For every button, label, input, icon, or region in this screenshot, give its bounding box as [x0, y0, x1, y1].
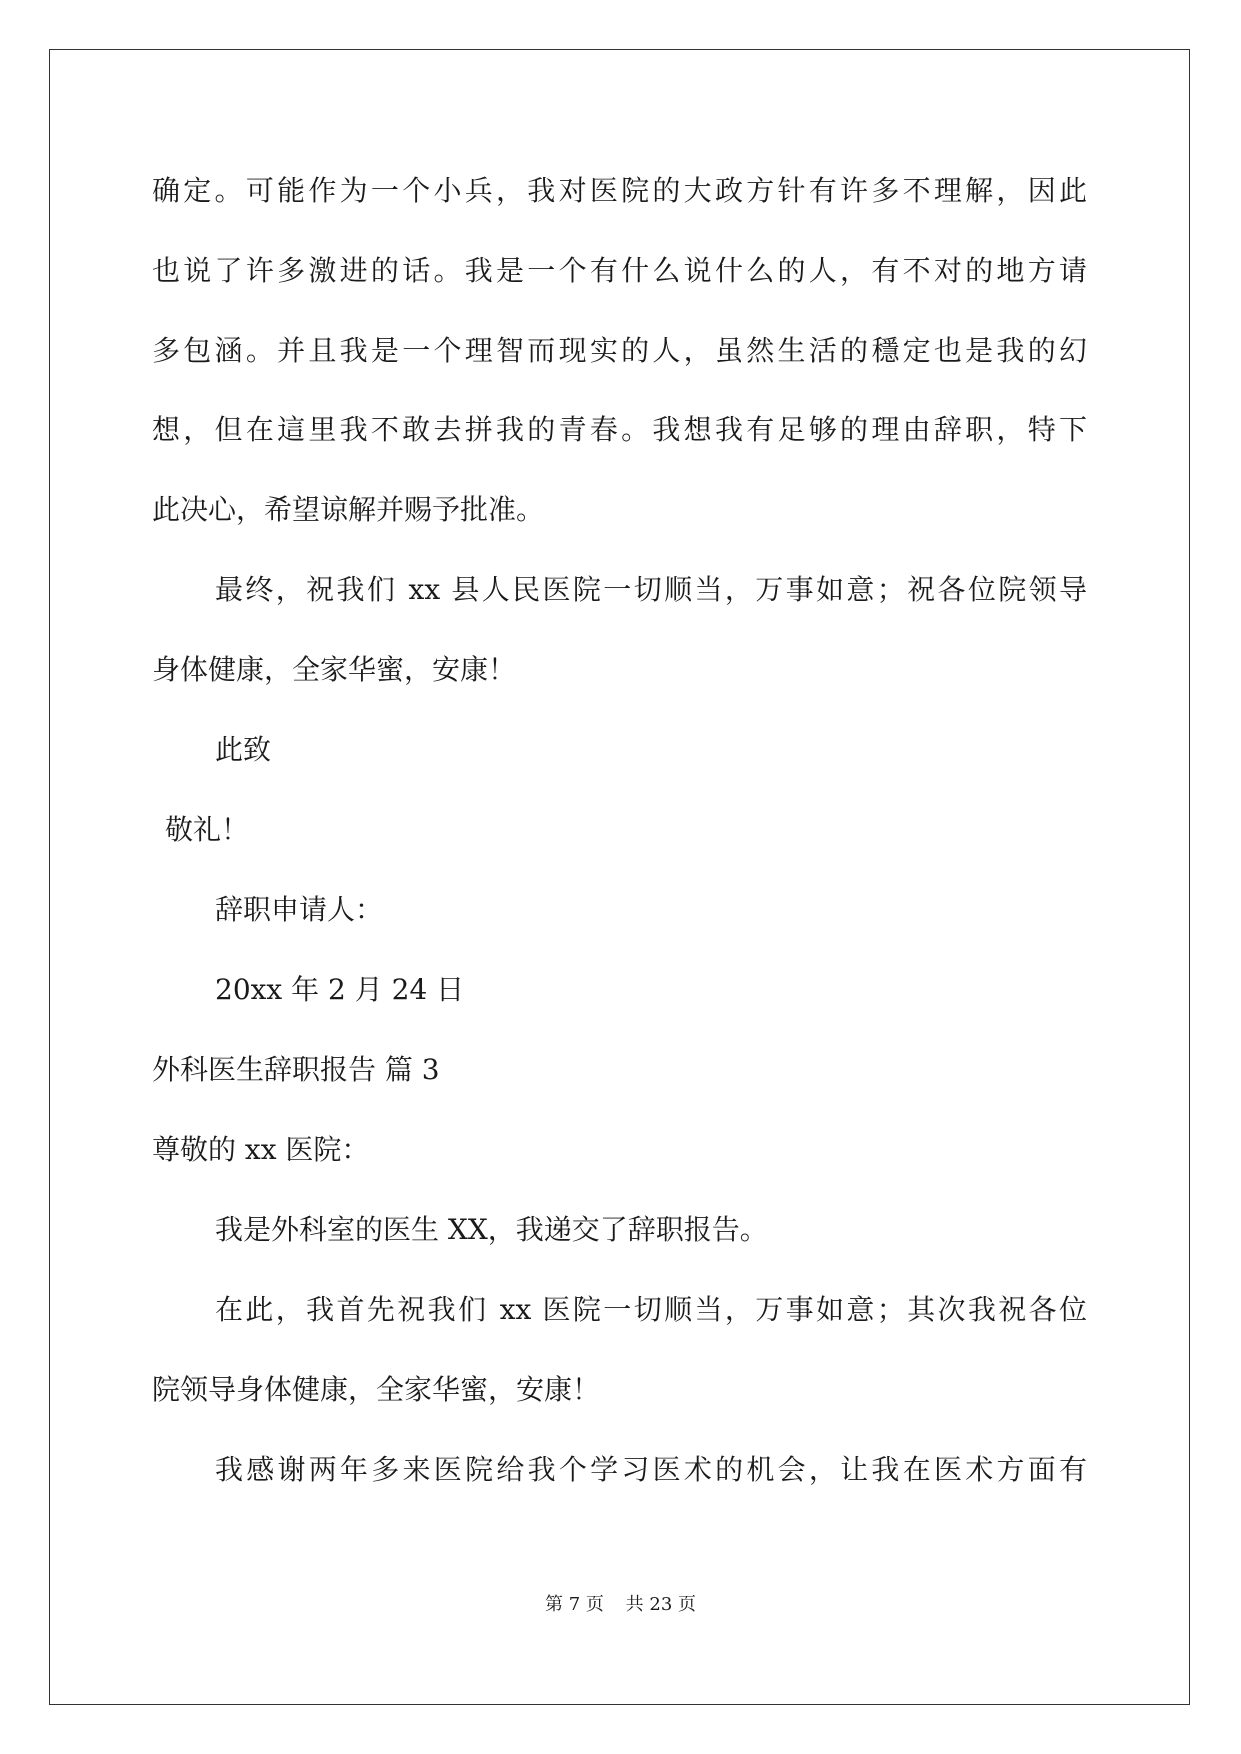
- text-line: 确定。可能作为一个小兵，我对医院的大政方针有许多不理解，因此: [152, 174, 1087, 207]
- text-line: 想，但在這里我不敢去拼我的青春。我想我有足够的理由辞职，特下: [152, 413, 1087, 446]
- paragraph-start: 我感谢两年多来医院给我个学习医术的机会，让我在医术方面有: [215, 1453, 1087, 1486]
- paragraph-start: 在此，我首先祝我们 xx 医院一切顺当，万事如意；其次我祝各位: [215, 1293, 1087, 1326]
- page-total: 共 23 页: [625, 1594, 696, 1615]
- letter-greeting: 尊敬的 xx 医院：: [152, 1133, 370, 1166]
- text-line: 此决心，希望谅解并赐予批准。: [152, 493, 545, 526]
- paragraph-start: 最终，祝我们 xx 县人民医院一切顺当，万事如意；祝各位院领导: [215, 573, 1087, 606]
- section-heading: 外科医生辞职报告 篇 3: [152, 1053, 440, 1086]
- date: 20xx 年 2 月 24 日: [215, 973, 465, 1006]
- closing-salutation: 此致: [215, 733, 272, 766]
- text-line: 身体健康，全家华蜜，安康！: [152, 653, 517, 686]
- paragraph-start: 我是外科室的医生 XX，我递交了辞职报告。: [215, 1213, 768, 1246]
- page-footer: [0, 1594, 1241, 1616]
- applicant-label: 辞职申请人：: [215, 893, 384, 926]
- page-number: 第 7 页: [545, 1594, 604, 1615]
- text-line: 多包涵。并且我是一个理智而现实的人，虽然生活的穩定也是我的幻: [152, 334, 1087, 367]
- closing-respect: 敬礼！: [165, 813, 250, 846]
- text-line: 院领导身体健康，全家华蜜，安康！: [152, 1373, 601, 1406]
- text-line: 也说了许多激进的话。我是一个有什么说什么的人，有不对的地方请: [152, 254, 1087, 287]
